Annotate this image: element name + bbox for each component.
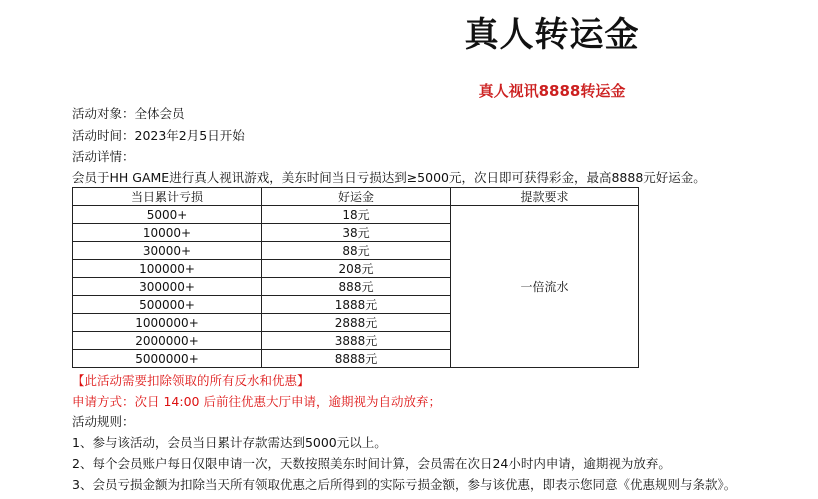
header-withdraw-requirement: 提款要求 — [451, 188, 639, 206]
page-subtitle: 真人视讯8888转运金 — [478, 82, 626, 100]
header-daily-loss: 当日累计亏损 — [73, 188, 262, 206]
apply-method: 申请方式：次日 14:00 后前往优惠大厅申请，逾期视为自动放弃； — [72, 394, 441, 409]
bonus-cell: 208元 — [262, 260, 451, 278]
rules-label: 活动规则： — [72, 414, 135, 429]
bonus-cell: 18元 — [262, 206, 451, 224]
loss-cell: 30000+ — [73, 242, 262, 260]
withdraw-requirement-cell: 一倍流水 — [451, 206, 639, 368]
loss-cell: 10000+ — [73, 224, 262, 242]
bonus-cell: 88元 — [262, 242, 451, 260]
bonus-cell: 888元 — [262, 278, 451, 296]
bonus-table — [72, 187, 639, 368]
bonus-cell: 2888元 — [262, 314, 451, 332]
activity-target: 活动对象：全体会员 — [72, 106, 185, 121]
table-header-row — [73, 188, 639, 206]
loss-cell: 500000+ — [73, 296, 262, 314]
loss-cell: 2000000+ — [73, 332, 262, 350]
activity-details-label: 活动详情： — [72, 149, 135, 164]
bonus-cell: 8888元 — [262, 350, 451, 368]
table-row — [73, 206, 639, 224]
page-title: 真人转运金 — [464, 15, 640, 55]
loss-cell: 100000+ — [73, 260, 262, 278]
bonus-cell: 1888元 — [262, 296, 451, 314]
bonus-cell: 3888元 — [262, 332, 451, 350]
activity-time: 活动时间：2023年2月5日开始 — [72, 128, 245, 143]
rule-item: 3、会员亏损金额为扣除当天所有领取优惠之后所得到的实际亏损金额，参与该优惠，即表示您同意《优惠规则与条款》。 — [72, 477, 737, 492]
loss-cell: 5000000+ — [73, 350, 262, 368]
header-bonus: 好运金 — [262, 188, 451, 206]
loss-cell: 5000+ — [73, 206, 262, 224]
deduct-notice: 【此活动需要扣除领取的所有反水和优惠】 — [72, 373, 310, 388]
rule-item: 2、每个会员账户每日仅限申请一次，天数按照美东时间计算，会员需在次日24小时内申请，逾期视为放弃。 — [72, 456, 671, 471]
rule-item: 1、参与该活动，会员当日累计存款需达到5000元以上。 — [72, 435, 387, 450]
bonus-cell: 38元 — [262, 224, 451, 242]
loss-cell: 1000000+ — [73, 314, 262, 332]
activity-description: 会员于HH GAME进行真人视讯游戏，美东时间当日亏损达到≥5000元，次日即可获得彩金，最高8888元好运金。 — [72, 170, 706, 185]
loss-cell: 300000+ — [73, 278, 262, 296]
